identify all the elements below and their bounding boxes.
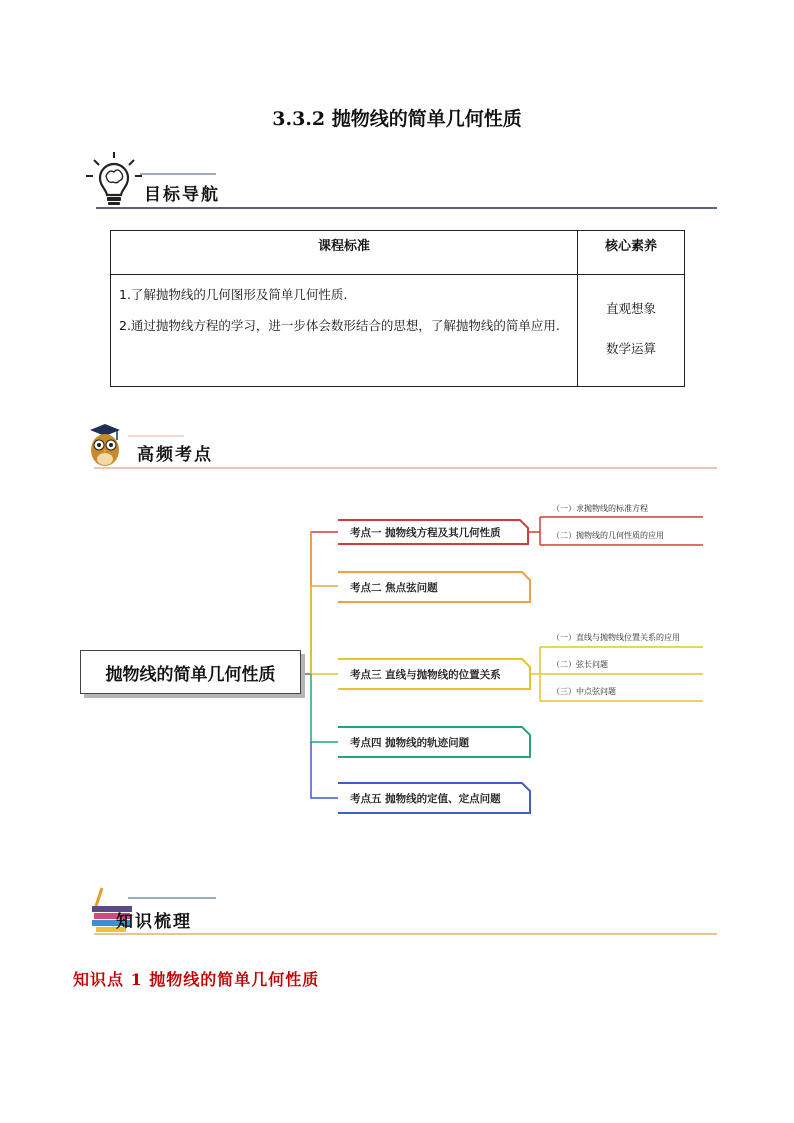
literacy-1: 直观想象 — [605, 301, 656, 316]
mindmap-center-node: 抛物线的简单几何性质 — [80, 650, 301, 694]
mindmap-node-4: 考点四 抛物线的轨迹问题 — [350, 736, 470, 749]
knowledge-section-title: 知识梳理 — [116, 912, 192, 932]
frequent-section-title: 高频考点 — [137, 445, 213, 465]
mindmap-leaf-1-2: （二）抛物线的几何性质的应用 — [552, 531, 664, 540]
document-title: 3.3.2 抛物线的简单几何性质 — [272, 108, 522, 130]
mindmap-node-2: 考点二 焦点弦问题 — [350, 581, 438, 594]
knowledge-point-title: 知识点 1 抛物线的简单几何性质 — [73, 970, 320, 989]
literacy-2: 数学运算 — [605, 341, 656, 356]
mindmap-leaf-3-2: （二）弦长问题 — [552, 660, 608, 669]
literacy-cell — [578, 275, 685, 387]
standards-cell — [111, 275, 578, 387]
mindmap-node-5: 考点五 抛物线的定值、定点问题 — [350, 792, 501, 805]
literacy-header: 核心素养 — [578, 231, 685, 275]
mindmap-node-3: 考点三 直线与抛物线的位置关系 — [350, 668, 501, 681]
objective-1: 1.了解抛物线的几何图形及简单几何性质. — [119, 287, 348, 302]
goals-section-title: 目标导航 — [144, 185, 220, 205]
owl-graduate-icon — [90, 424, 120, 466]
objectives-table — [110, 230, 685, 387]
mindmap-leaf-3-3: （三）中点弦问题 — [552, 687, 616, 696]
objective-2: 2.通过抛物线方程的学习，进一步体会数形结合的思想，了解抛物线的简单应用. — [119, 318, 560, 333]
lightbulb-icon — [86, 152, 142, 205]
mindmap-leaf-1-1: （一）求抛物线的标准方程 — [552, 504, 648, 513]
standards-header: 课程标准 — [111, 231, 578, 275]
mindmap-node-1: 考点一 抛物线方程及其几何性质 — [350, 526, 501, 539]
mindmap-leaf-3-1: （一）直线与抛物线位置关系的应用 — [552, 633, 680, 642]
